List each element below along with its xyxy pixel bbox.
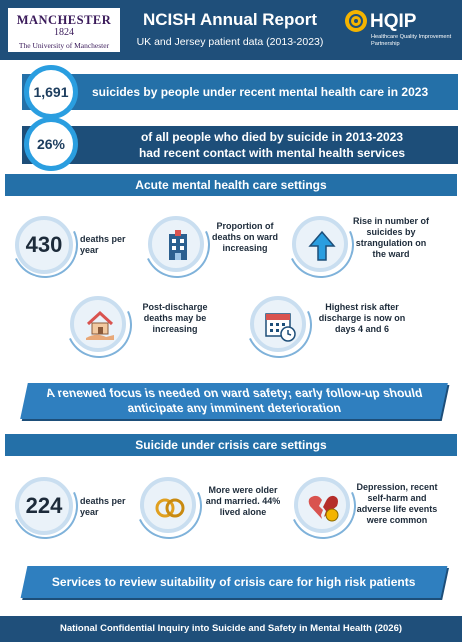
- stat-circle-contact: 26%: [24, 117, 78, 171]
- crisis-older-label: More were older and married. 44% lived alone: [205, 485, 281, 517]
- uni-logo-full: The University of Manchester: [18, 41, 110, 50]
- stat-contact-line2: had recent contact with mental health services: [138, 146, 406, 160]
- broken-heart-money-icon: [294, 477, 350, 533]
- header-bar: [0, 0, 462, 60]
- page-title: NCISH Annual Report: [142, 10, 318, 29]
- crisis-deaths-value: 224: [15, 477, 73, 535]
- uni-logo-name: MANCHESTER: [16, 13, 112, 27]
- university-logo: [8, 8, 120, 52]
- acute-banner-line1: A renewed focus is needed on ward safety; early follow-up should: [44, 386, 424, 400]
- acute-post-discharge-label: Post-discharge deaths may be increasing: [142, 302, 208, 334]
- page-subtitle: UK and Jersey patient data (2013-2023): [136, 36, 324, 48]
- footer: National Confidential Inquiry into Suicide and Safety in Mental Health (2026): [0, 616, 462, 642]
- section-heading-crisis: Suicide under crisis care settings: [5, 434, 457, 456]
- stat-circle-suicides: 1,691: [24, 65, 78, 119]
- stat-text-contact: [92, 129, 452, 161]
- hqip-logo: [345, 10, 457, 52]
- hospital-building-icon: [148, 216, 204, 272]
- section-heading-acute: Acute mental health care settings: [5, 174, 457, 196]
- crisis-deaths-label: deaths per year: [80, 496, 126, 517]
- acute-banner-line2: anticipate any imminent deterioration: [125, 401, 343, 415]
- crisis-banner: [21, 566, 448, 598]
- calendar-clock-icon: [250, 296, 306, 352]
- rings-icon: [140, 477, 196, 533]
- uni-logo-year: 1824: [54, 27, 74, 38]
- acute-ward-label: Proportion of deaths on ward increasing: [211, 221, 278, 253]
- acute-strangulation-label: Rise in number of suicides by strangulation on the ward: [352, 216, 429, 259]
- stat-contact-line1: of all people who died by suicide in 2013-2023: [140, 130, 404, 144]
- acute-deaths-label: deaths per year: [80, 234, 126, 255]
- acute-risk-label: Highest risk after discharge is now on days 4 and 6: [318, 302, 406, 334]
- arrow-up-icon: [292, 216, 348, 272]
- house-hand-icon: [70, 296, 126, 352]
- crisis-banner-text: Services to review suitability of crisis care for high risk patients: [52, 574, 416, 589]
- acute-deaths-value: 430: [15, 216, 73, 274]
- crisis-depression-label: Depression, recent self-harm and adverse life events were common: [356, 482, 438, 525]
- acute-banner: [20, 383, 448, 419]
- hqip-mark-icon: [345, 10, 367, 32]
- hqip-name: HQIP: [370, 11, 417, 32]
- stat-text-suicides: suicides by people under recent mental health care in 2023: [92, 85, 429, 99]
- hqip-tagline: Healthcare Quality Improvement Partnership: [371, 34, 452, 47]
